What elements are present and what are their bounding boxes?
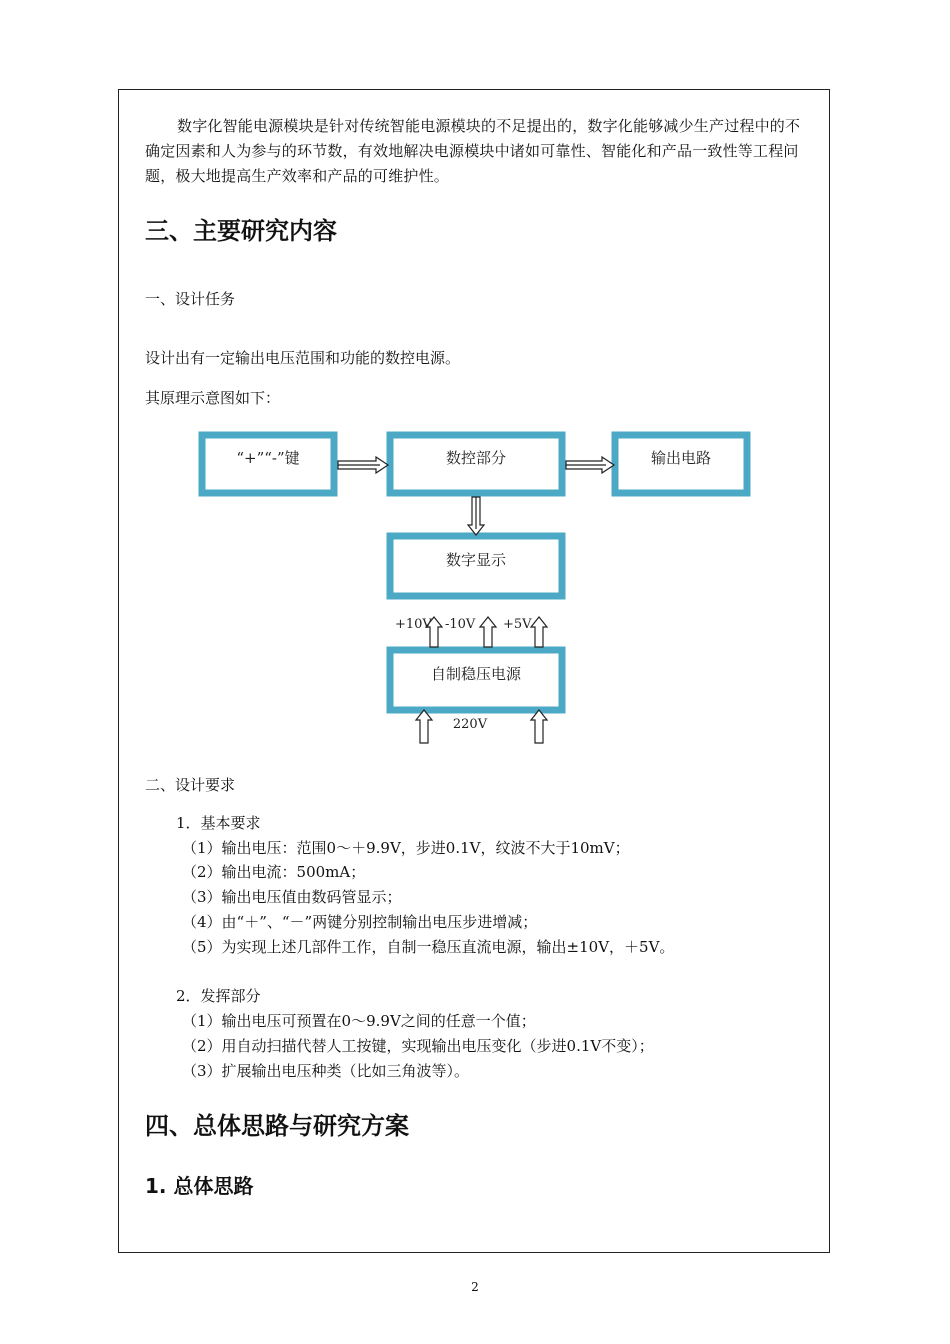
arrow-mains-in-1 (416, 710, 432, 743)
keys-label: “+”“-”键 (236, 449, 300, 467)
section-3-title: 三、主要研究内容 (145, 217, 337, 245)
basic-req-item: （2）输出电流：500mA； (182, 863, 366, 881)
keys-block (202, 435, 334, 493)
arrow-supply-up-3 (531, 617, 547, 647)
arrow-control-to-display (468, 497, 484, 535)
arrow-keys-to-control (338, 457, 388, 473)
output-label: 输出电路 (650, 449, 712, 467)
arrow-mains-in-2 (531, 710, 547, 743)
basic-req-heading: 1．基本要求 (176, 814, 261, 832)
basic-req-item: （1）输出电压：范围0～＋9.9V，步进0.1V，纹波不大于10mV； (182, 839, 630, 857)
supply-block (390, 650, 562, 710)
control-label: 数控部分 (445, 449, 507, 467)
arrow-control-to-output (566, 457, 614, 473)
supply-label: 自制稳压电源 (430, 665, 522, 683)
basic-req-item: （4）由“＋”、“－”两键分别控制输出电压步进增减； (182, 913, 538, 931)
diagram-caption: 其原理示意图如下： (145, 389, 281, 407)
arrow-supply-up-2 (480, 617, 496, 647)
output-block (615, 435, 747, 493)
voltage-plus10-label: +10V (395, 617, 432, 632)
design-task-heading: 一、设计任务 (145, 290, 236, 308)
voltage-220-label: 220V (452, 717, 488, 732)
voltage-minus10-label: -10V (445, 617, 476, 632)
overall-approach-heading: 1. 总体思路 (145, 1174, 254, 1198)
block-diagram (190, 425, 760, 755)
extra-req-item: （1）输出电压可预置在0～9.9V之间的任意一个值； (182, 1012, 536, 1030)
display-block (390, 536, 562, 596)
extra-req-item: （3）扩展输出电压种类（比如三角波等）。 (182, 1062, 470, 1080)
intro-paragraph: 数字化智能电源模块是针对传统智能电源模块的不足提出的，数字化能够减少生产过程中的不确定因素和人为参与的环节数，有效地解决电源模块中诸如可靠性、智能化和产品一致性等工程问题，极大地提高生产效率和产品的可维护性。 (145, 117, 801, 185)
section-4-title: 四、总体思路与研究方案 (145, 1112, 409, 1140)
display-label: 数字显示 (445, 551, 507, 569)
basic-req-item: （3）输出电压值由数码管显示； (182, 888, 402, 906)
extra-req-item: （2）用自动扫描代替人工按键，实现输出电压变化（步进0.1V不变）； (182, 1037, 654, 1055)
voltage-plus5-label: +5V (503, 617, 532, 632)
control-block (390, 435, 562, 493)
design-req-heading: 二、设计要求 (145, 776, 236, 794)
basic-req-item: （5）为实现上述几部件工作，自制一稳压直流电源，输出±10V，＋5V。 (182, 938, 675, 956)
page-number: 2 (471, 1280, 479, 1294)
design-task-text: 设计出有一定输出电压范围和功能的数控电源。 (145, 349, 461, 367)
extra-req-heading: 2．发挥部分 (176, 987, 261, 1005)
